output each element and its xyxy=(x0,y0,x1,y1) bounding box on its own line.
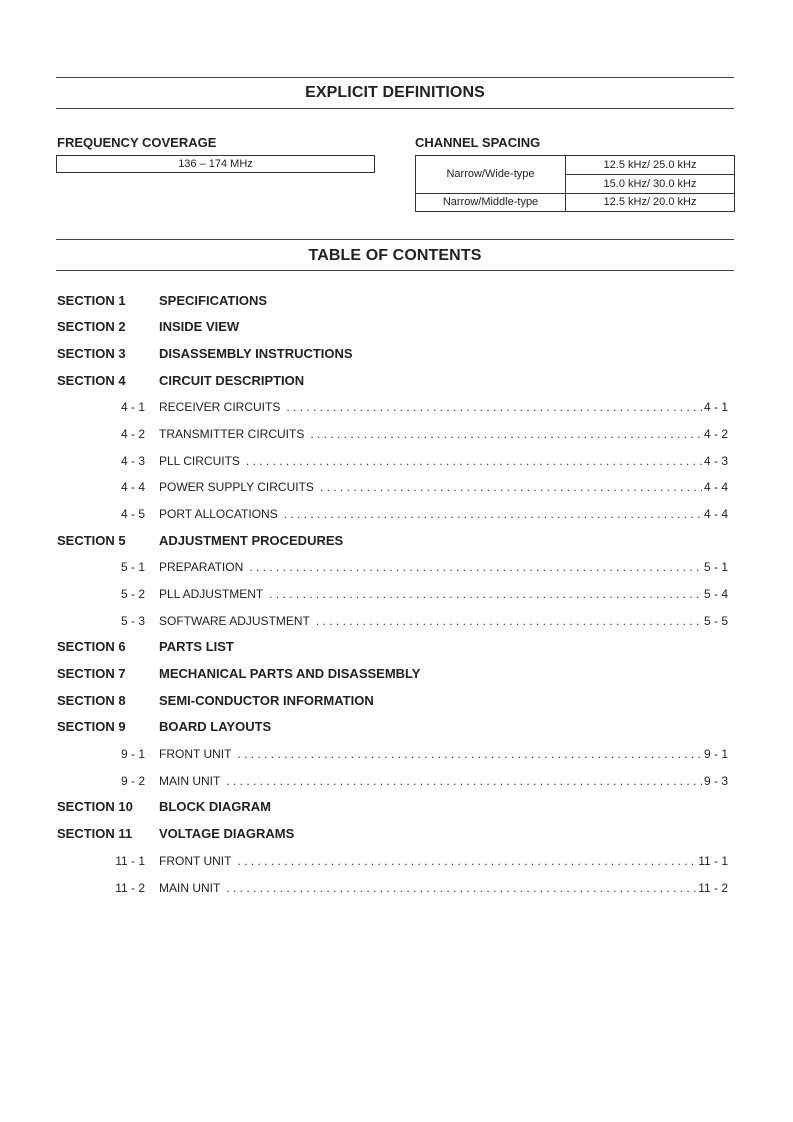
toc-subsection[interactable] xyxy=(0,854,793,872)
channel-type-cell: Narrow/Wide-type xyxy=(416,156,566,194)
dot-leader xyxy=(320,480,702,494)
subsection-number: 4 - 4 xyxy=(120,480,145,494)
subsection-title: TRANSMITTER CIRCUITS xyxy=(159,427,305,441)
dot-leader xyxy=(237,747,702,761)
dot-leader xyxy=(246,454,702,468)
toc-section[interactable] xyxy=(0,373,793,391)
section-number: SECTION 9 xyxy=(57,719,126,734)
subsection-number: 5 - 3 xyxy=(120,614,145,628)
toc-subsection[interactable] xyxy=(0,427,793,445)
section-title: BLOCK DIAGRAM xyxy=(159,799,271,814)
table-row xyxy=(416,156,735,175)
subsection-title: SOFTWARE ADJUSTMENT xyxy=(159,614,310,628)
page-reference: 11 - 2 xyxy=(698,881,728,895)
toc-section[interactable] xyxy=(0,533,793,551)
toc-section[interactable] xyxy=(0,719,793,737)
channel-type-cell: Narrow/Middle-type xyxy=(416,194,566,212)
section-number: SECTION 5 xyxy=(57,533,126,548)
dot-leader xyxy=(284,507,702,521)
page-reference: 4 - 4 xyxy=(703,507,728,521)
subsection-title: MAIN UNIT xyxy=(159,774,221,788)
subsection-title: MAIN UNIT xyxy=(159,881,221,895)
subsection-number: 4 - 5 xyxy=(120,507,145,521)
section-title: INSIDE VIEW xyxy=(159,319,240,334)
section-title: SPECIFICATIONS xyxy=(159,293,268,308)
page-reference: 5 - 4 xyxy=(703,587,728,601)
section-title: DISASSEMBLY INSTRUCTIONS xyxy=(159,346,353,361)
toc-subsection[interactable] xyxy=(0,747,793,765)
toc-subsection[interactable] xyxy=(0,454,793,472)
toc-subsection[interactable] xyxy=(0,614,793,632)
subsection-title: RECEIVER CIRCUITS xyxy=(159,400,281,414)
subsection-title: PORT ALLOCATIONS xyxy=(159,507,278,521)
page-reference: 5 - 1 xyxy=(703,560,728,574)
section-title: SEMI-CONDUCTOR INFORMATION xyxy=(159,693,374,708)
subsection-title: PLL ADJUSTMENT xyxy=(159,587,264,601)
section-title: VOLTAGE DIAGRAMS xyxy=(159,826,295,841)
section-number: SECTION 3 xyxy=(57,346,126,361)
toc-section[interactable] xyxy=(0,693,793,711)
toc-subsection[interactable] xyxy=(0,480,793,498)
page-reference: 11 - 1 xyxy=(698,854,728,868)
page-reference: 4 - 4 xyxy=(703,480,728,494)
toc-subsection[interactable] xyxy=(0,400,793,418)
table-row xyxy=(416,194,735,212)
channel-spacing-cell: 12.5 kHz/ 20.0 kHz xyxy=(566,194,735,212)
channel-spacing-table xyxy=(415,155,735,212)
section-number: SECTION 8 xyxy=(57,693,126,708)
toc-section[interactable] xyxy=(0,639,793,657)
dot-leader xyxy=(316,614,702,628)
channel-spacing-cell: 12.5 kHz/ 25.0 kHz xyxy=(566,156,735,175)
dot-leader xyxy=(269,587,702,601)
toc-bottom-rule xyxy=(56,270,734,271)
dot-leader xyxy=(226,881,696,895)
section-number: SECTION 1 xyxy=(57,293,126,308)
explicit-definitions-rule xyxy=(56,108,734,109)
section-number: SECTION 11 xyxy=(57,826,133,841)
page-reference: 9 - 3 xyxy=(703,774,728,788)
subsection-number: 11 - 1 xyxy=(115,854,145,868)
toc-subsection[interactable] xyxy=(0,507,793,525)
frequency-coverage-value: 136 – 174 MHz xyxy=(56,155,375,173)
dot-leader xyxy=(237,854,696,868)
explicit-definitions-heading: EXPLICIT DEFINITIONS xyxy=(305,84,485,101)
subsection-number: 5 - 2 xyxy=(120,587,145,601)
dot-leader xyxy=(286,400,702,414)
toc-top-rule xyxy=(56,239,734,240)
toc-section[interactable] xyxy=(0,319,793,337)
subsection-title: PLL CIRCUITS xyxy=(159,454,240,468)
toc-section[interactable] xyxy=(0,293,793,311)
subsection-title: POWER SUPPLY CIRCUITS xyxy=(159,480,314,494)
dot-leader xyxy=(310,427,702,441)
subsection-number: 4 - 3 xyxy=(120,454,145,468)
page-reference: 9 - 1 xyxy=(703,747,728,761)
toc-section[interactable] xyxy=(0,826,793,844)
page-reference: 4 - 2 xyxy=(703,427,728,441)
subsection-number: 5 - 1 xyxy=(120,560,145,574)
top-rule xyxy=(56,77,734,78)
toc-subsection[interactable] xyxy=(0,774,793,792)
page-reference: 4 - 1 xyxy=(703,400,728,414)
dot-leader xyxy=(249,560,702,574)
subsection-number: 9 - 2 xyxy=(120,774,145,788)
toc-subsection[interactable] xyxy=(0,560,793,578)
channel-spacing-cell: 15.0 kHz/ 30.0 kHz xyxy=(566,175,735,194)
section-title: PARTS LIST xyxy=(159,639,234,654)
section-title: MECHANICAL PARTS AND DISASSEMBLY xyxy=(159,666,421,681)
section-number: SECTION 4 xyxy=(57,373,126,388)
page-reference: 4 - 3 xyxy=(703,454,728,468)
toc-subsection[interactable] xyxy=(0,587,793,605)
toc-section[interactable] xyxy=(0,666,793,684)
section-number: SECTION 10 xyxy=(57,799,133,814)
subsection-title: FRONT UNIT xyxy=(159,747,232,761)
toc-heading: TABLE OF CONTENTS xyxy=(308,247,482,264)
subsection-title: FRONT UNIT xyxy=(159,854,232,868)
section-title: CIRCUIT DESCRIPTION xyxy=(159,373,305,388)
toc-section[interactable] xyxy=(0,799,793,817)
toc-section[interactable] xyxy=(0,346,793,364)
section-number: SECTION 2 xyxy=(57,319,126,334)
section-number: SECTION 7 xyxy=(57,666,126,681)
subsection-number: 11 - 2 xyxy=(115,881,145,895)
channel-spacing-label: CHANNEL SPACING xyxy=(415,135,541,150)
toc-subsection[interactable] xyxy=(0,881,793,899)
section-title: BOARD LAYOUTS xyxy=(159,719,272,734)
subsection-title: PREPARATION xyxy=(159,560,244,574)
subsection-number: 9 - 1 xyxy=(120,747,145,761)
dot-leader xyxy=(226,774,702,788)
subsection-number: 4 - 2 xyxy=(120,427,145,441)
frequency-coverage-label: FREQUENCY COVERAGE xyxy=(57,135,217,150)
subsection-number: 4 - 1 xyxy=(120,400,145,414)
section-title: ADJUSTMENT PROCEDURES xyxy=(159,533,344,548)
section-number: SECTION 6 xyxy=(57,639,126,654)
page-reference: 5 - 5 xyxy=(703,614,728,628)
